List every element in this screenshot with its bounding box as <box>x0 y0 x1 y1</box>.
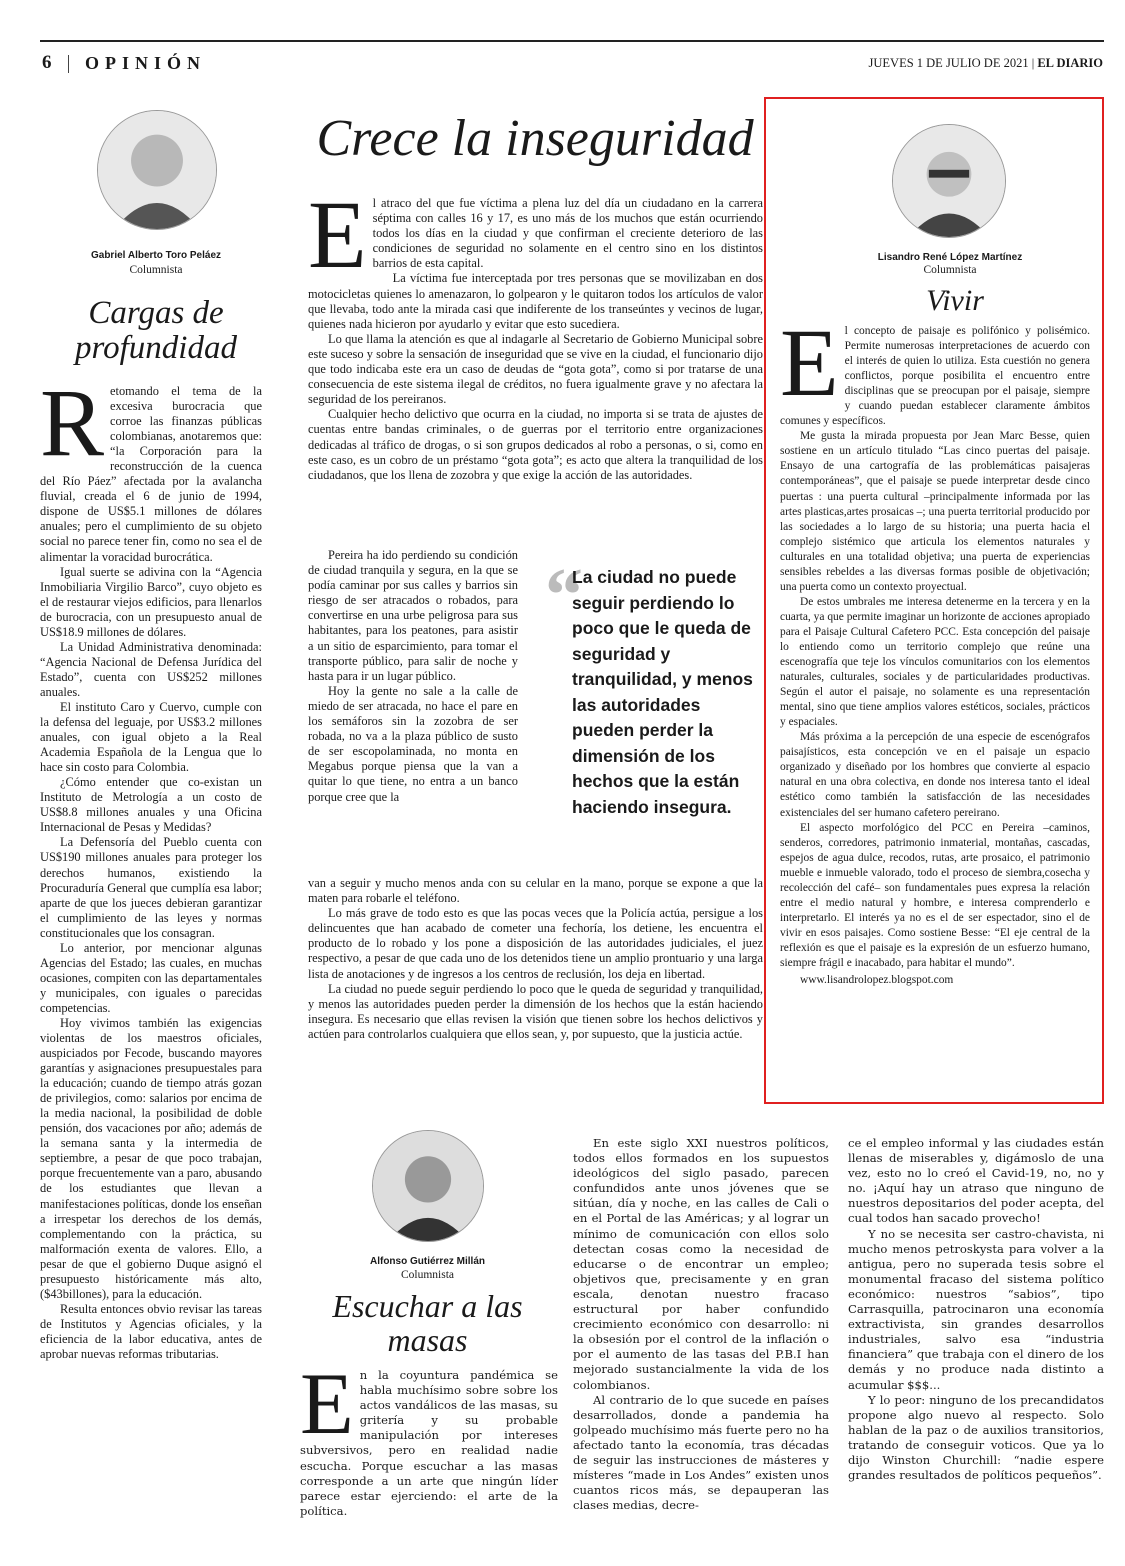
dropcap: E <box>308 181 367 288</box>
paragraph: Lo anterior, por mencionar algunas Agencias del Estado; las cuales, en muchas ocasiones, compiten con las departamentales y municipales, con iguales o parecidas competencias. <box>40 940 262 1015</box>
bottom-col-2 <box>573 1136 829 1513</box>
header-rule <box>40 40 1104 42</box>
paragraph: Al contrario de lo que sucede en países desarrollados, donde a pandemia ha golpeado muchísimo más fuerte pero no ha afectado tanto la economía, tras décadas de seguir las instrucciones de másteres y místeres “made in Los Andes” existen unos cuantos ricos más, se depauperan las clases medias, decre- <box>573 1392 829 1513</box>
column-title-gutierrez: Escuchar a las masas <box>332 1288 523 1358</box>
paragraph: La ciudad no puede seguir perdiendo lo poco que le queda de seguridad y tranquilidad, y menos las autoridades pueden perder la dimensión de los hechos que la están haciendo insegura. Es necesario que ellas revisen la visión que tienen sobre los hechos delictivos y actúen para controlarlos cualquiera que ellos sean, y, por supuesto, que la justicia actúe. <box>308 981 763 1041</box>
author-photo-gutierrez <box>372 1130 484 1242</box>
paragraph: Me gusta la mirada propuesta por Jean Marc Besse, quien sostiene en un artículo titulado “Las cinco puertas del paisaje. Ensayo de una cartografía de las problemáticas paisajeras contemporáneas”, que el paisaje se puede interpretar desde cinco puertas : una puerta cultural –principalmente informada por las artes plasticas,artes prosaicas –; una puerta territorial producido por las sociedades a lo largo de su historia; una puerta hacia el complejo sistémico que articula los elementos naturales y culturales en una totalidad objetiva; una puerta de experiencias sensibles rebeldes a las diversas formas posible de objetivación; una puerta como un contexto proyectual. <box>780 430 1090 593</box>
editorial-title: Crece la inseguridad <box>316 110 754 167</box>
newspaper-name: EL DIARIO <box>1037 56 1103 70</box>
paragraph: De estos umbrales me interesa detenerme en la tercera y en la cuarta, ya que permite imaginar un horizonte de acciones apropiado para el Paisaje Cultural Cafetero PCC. Esta concepción del paisaje lo entiendo como un territorio complejo que reúne una escenografía que teje los vínculos comunitarios con los elementos naturales, culturales, sociales y de particularidades productivas. Según el autor el paisaje, no solamente es una representación mental, sino que tiene amplios valores estéticos, sociales, prácticos y espaciales. <box>780 595 1090 729</box>
page-number: 6 <box>42 52 53 73</box>
paragraph: Cualquier hecho delictivo que ocurra en la ciudad, no importa si se trata de ajustes de cuentas entre bandas criminales, o de guerras por el territorio entre organizaciones dedicadas al tráfico de drogas, o si son grupos dedicados al robo a personas, o si, como en este caso, es un cobro de un préstamo “gota gota”; es acto que altera la tranquilidad de los ciudadanos, que los llena de zozobra y que exige la acción de las autoridades. <box>308 407 763 482</box>
bottom-col-1 <box>300 1356 558 1519</box>
paragraph: l atraco del que fue víctima a plena luz del día un ciudadano en la carrera séptima con calles 16 y 17, es uno más de los muchos que están ocurriendo todos los días en la ciudad y que confirman el creciente deterioro de las condiciones de seguridad no solamente en el centro sino en los distintos barrios de esta capital. <box>372 196 763 271</box>
paragraph: ce el empleo informal y las ciudades están llenas de miserables y, digámoslo de una vez, esto no lo creó el Cavid-19, no, no y no. ¡Aquí hay un atraso que ninguno de nuestros depositarios del poder acepta, del cual todos han sacado provecho! <box>848 1136 1104 1226</box>
author-name-lopez: Lisandro René López Martínez <box>877 252 1023 263</box>
author-role-lopez: Columnista <box>923 264 977 276</box>
paragraph: ¿Cómo entender que co-existan un Instituto de Metrología a un costo de US$8.8 millones anuales y una Oficina Internacional de Pesas y Medidas? <box>40 775 262 835</box>
paragraph: Y no se necesita ser castro-chavista, ni mucho menos petroskysta para volver a la antigua, pero no superada tesis sobre el monumental fracaso del sistema político económico: nuestros “sabios”, tipo Carrasquilla, patrocinaron una economía extractivista, sin grandes desarrollos industriales, salvo esa “industria financiera” que trabaja con el dinero de los demás y no produce nada distinto a acumular $$$... <box>848 1226 1104 1392</box>
paragraph: l concepto de paisaje es polifónico y polisémico. Permite numerosas interpretaciones de acuerdo con el interés de quien lo utiliza. Esta cuestión no genera conflictos, porque posibilita el encuentro entre disciplinas que se preocupan por el paisaje, siempre y cuando puedan establecer claramente ámbitos comunes y específicos. <box>780 325 1090 428</box>
author-role-gutierrez: Columnista <box>400 1269 455 1281</box>
author-photo-toro <box>97 110 217 230</box>
column-body-toro <box>40 369 262 1362</box>
author-name-gutierrez: Alfonso Gutiérrez Millán <box>369 1256 485 1267</box>
paragraph: La Unidad Administrativa denominada: “Agencia Nacional de Defensa Jurídica del Estado”, cuenta con US$252 millones anuales. <box>40 639 262 699</box>
author-role-toro: Columnista <box>129 264 183 276</box>
author-photo-lopez <box>892 124 1006 238</box>
section-name: OPINIÓN <box>85 53 207 73</box>
quote-mark: “ <box>545 553 583 637</box>
paragraph: En este siglo XXI nuestros políticos, todos ellos formados en los supuestos ideológicos del siglo pasado, parecen confundidos ante unos jóvenes que se sitúan, día y noche, en las calles de Cali o en el Portal de las Américas; y al lograr un mínimo de comunicación con ellos solo detectan cosas como la necesidad de educarse o de encontrar un empleo; objetivos que, precisamente y en gran escala, denotan nuestro fracaso estructural por haber confundido crecimiento económico con desarrollo: ni la obsesión por el control de la inflación o por el aumento de las tasas del P.B.I han mejorado sustancialmente la vida de los colombianos. <box>573 1136 829 1392</box>
paragraph: Lo que llama la atención es que al indagarle al Secretario de Gobierno Municipal sobre este suceso y sobre la sensación de inseguridad que se vive en la ciudad, el funcionario dijo que todo indicaba este era un caso de deudas de “gota gota”, como si por tratarse de una consecuencia de este sistema ilegal de créditos, no fuera igualmente grave y no afectara la seguridad de los pereiranos. <box>308 331 763 407</box>
paragraph: Resulta entonces obvio revisar las tareas de Institutos y Agencias oficiales, y la eficiencia de la labor educativa, antes de aprobar nuevas reformas tributarias. <box>40 1301 262 1361</box>
paragraph: Hoy vivimos también las exigencias violentas de los maestros oficiales, auspiciados por Fecode, buscando mayores garantías y asignaciones presupuestales para la educación; cuando de tiempo atrás gozan de privilegios, como: salarios por encima de la media nacional, la posibilidad de doble pensión, dos vacaciones por año; además de la semana santa y la intermedia de septiembre, a pesar de que poco trabajan, porque frecuentemente van a paro, abusando de los estudiantes que llevan a manifestaciones políticas, donde los enseñan a irrespetar los derechos de los demás, complementando con la práctica, su malformación exenta de valores. Ello, a pesar de que el gobierno Duque asignó el presupuesto históricamente más alto, ($43billones), para la educación. <box>40 1015 262 1301</box>
paragraph: n la coyuntura pandémica se habla muchísimo sobre sobre los actos vandálicos de las masas, su gritería y su probable manipulación por intereses subversivos, pero en realidad nadie escucha. Porque escuchar a las masas corresponde a un arte que ningún líder parece estar ejerciendo: el arte de la política. <box>300 1368 558 1518</box>
editorial-body-left <box>308 548 518 805</box>
blog-url: www.lisandrolopez.blogspot.com <box>800 974 954 987</box>
paragraph: Lo más grave de todo esto es que las pocas veces que la Policía actúa, persigue a los delincuentes que han acabado de cometer una fechoría, los detiene, les encuentra el producto de lo robado y los pone a disposición de las autoridades judiciales, el juez respectivo, a pesar de que cada uno de los detenidos tiene un amplio prontuario y una larga lista de anotaciones y de ingresos a los centros de reclusión, los deja en libertad. <box>308 906 763 981</box>
paragraph: etomando el tema de la excesiva burocracia que corroe las finanzas públicas colombianas, anotaremos que: “la Corporación para la reconstrucción de la cuenca del Río Páez” afectada por la avalancha fluvial, creada el 6 de junio de 1994, dispone de US$5.1 millones de dólares anuales; pero el cumplimiento de su objeto social no parece tener fin, como no sea el de alimentar la voracidad burocrática. <box>40 384 262 564</box>
paragraph: Igual suerte se adivina con la “Agencia Inmobiliaria Virgilio Barco”, cuyo objeto es el de restaurar viejos edificios, para llenarlos de burocracia, con un presupuesto anual de US$18.9 millones de dólares. <box>40 564 262 639</box>
paragraph: Hoy la gente no sale a la calle de miedo de ser atracada, no hace el pare en los semáforos sin la zozobra de ser robada, no va a la plaza público de susto de ser escopolaminada, no monta en Megabus porque piensa que la van a quitar lo que tiene, no entra a un banco porque cree que la <box>308 683 518 804</box>
pull-quote: La ciudad no puede seguir perdiendo lo poco que le queda de seguridad y tranquilidad, y menos las autoridades pueden perder la dimensión de los hechos que la están haciendo insegura. <box>572 567 753 817</box>
author-name-toro: Gabriel Alberto Toro Peláez <box>90 250 222 261</box>
header-divider <box>68 55 69 73</box>
dateline: JUEVES 1 DE JULIO DE 2021 | EL DIARIO <box>868 56 1103 70</box>
editorial-body-top <box>308 181 763 483</box>
column-title-toro: Cargas de profundidad <box>75 295 237 366</box>
dropcap: R <box>40 369 105 476</box>
paragraph: El instituto Caro y Cuervo, cumple con la defensa del leguaje, por US$3.2 millones anuales, con igual objeto a la Real Academia Española de la Lengua que lo hace sin costo para Colombia. <box>40 699 262 775</box>
paragraph: Pereira ha ido perdiendo su condición de ciudad tranquila y segura, en la que se podía caminar por sus calles y barrios sin riesgo de ser atracados o robados, para convertirse en una urbe peligrosa para sus habitantes, para los peatones, para asistir a un sitio de esparcimiento, para tomar el transporte público, para salir de noche y hasta para ir un lugar público. <box>308 548 518 683</box>
bottom-col-3 <box>848 1136 1104 1483</box>
column-body-lopez <box>780 309 1090 988</box>
paragraph: La Defensoría del Pueblo cuenta con US$190 millones anuales para proteger los derechos humanos, existiendo la Procuraduría General que cumplía esa labor; aparte de que los jueces debieran garantizar el cumplimiento de las leyes y normas constitucionales que los consagran. <box>40 835 262 940</box>
dropcap: E <box>300 1356 354 1453</box>
editorial-body-bottom <box>308 876 763 1042</box>
paragraph: Más próxima a la percepción de una especie de escenógrafos paisajísticos, esta concepción ve en el paisaje un espacio organizado y diseñado por los hombres que convierte al espacio natural en una obra colectiva, en donde nos interesa tanto el ideal estético como también la satisfacción de las necesidades existenciales del ser humano cafetero pereirano. <box>780 731 1090 819</box>
paragraph: La víctima fue interceptada por tres personas que se movilizaban en dos motocicletas quienes lo amenazaron, lo golpearon y le quitaron todos los artículos de valor que llevaba, todo ante la mirada casi que indiferente de los transeúntes y vecinos de lugar, quienes nada hicieron por ayudarlo y evitar que esto sucediera. <box>308 271 763 331</box>
dropcap: E <box>780 309 839 416</box>
paragraph: El aspecto morfológico del PCC en Pereira –caminos, senderos, corredores, patrimonio inmaterial, montañas, cascadas, espejos de agua dulce, recodos, rutas, arte prosaico, el patrimonio mueble e inmueble valorado, todo el proceso de siembra,cosecha y recolección del café– son fundamentales pues expresa la relación entre el medio natural y hombre, e interesa comprenderlo e interpretarlo. El interés ya no es el de ser espectador, sino el de vivir en esos paisajes. Como sostiene Besse: “El eje central de la reflexión es que el paisaje es la expresión de un esfuerzo humano, siempre frágil e inacabado, para habitar el mundo”. <box>780 821 1090 969</box>
paragraph: van a seguir y mucho menos anda con su celular en la mano, porque se expone a que la maten para robarle el teléfono. <box>308 876 763 906</box>
column-title-lopez: Vivir <box>926 284 984 317</box>
paragraph: Y lo peor: ninguno de los precandidatos propone algo nuevo al respecto. Solo hablan de la paz o de auxilios transitorios, tratando de conseguir voticos. Que ya lo dijo Winston Churchill: “nadie espere grandes resultados de políticos pequeños”. <box>848 1392 1104 1483</box>
date: JUEVES 1 DE JULIO DE 2021 <box>868 56 1029 70</box>
